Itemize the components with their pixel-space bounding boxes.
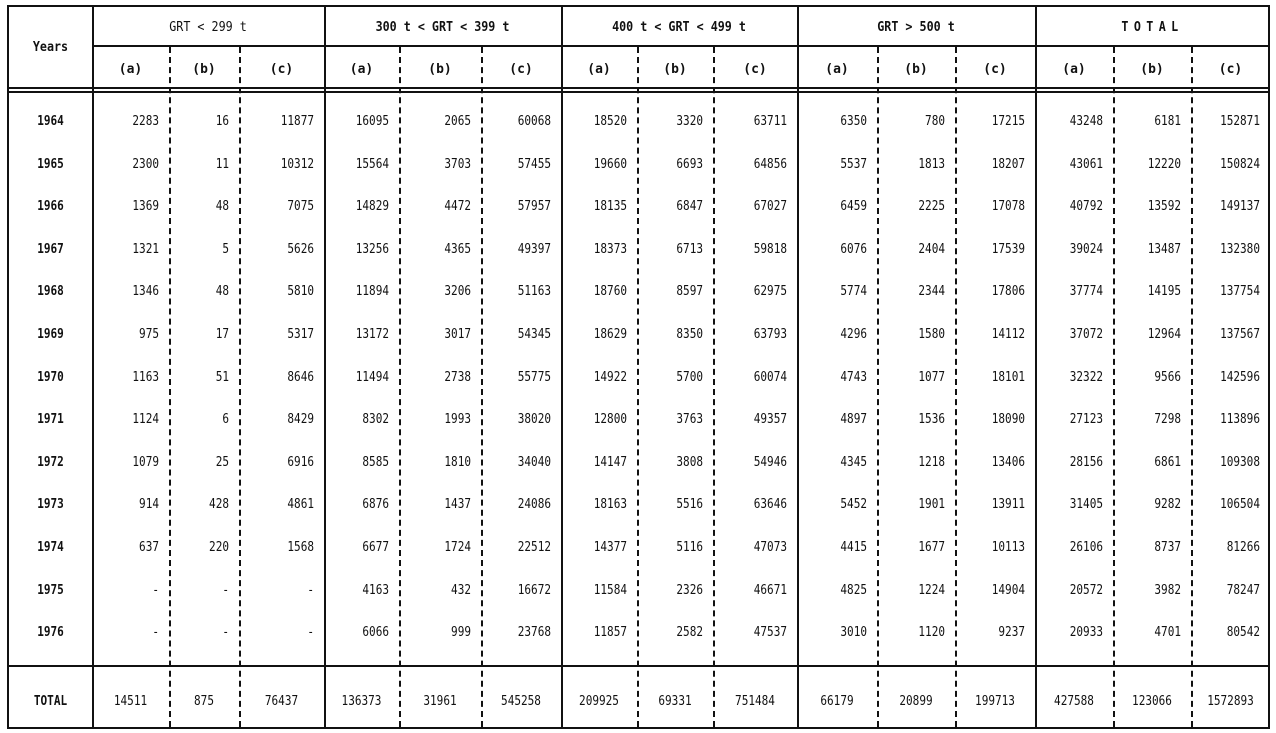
table-cell: 15564 xyxy=(355,157,389,172)
subcol-divider xyxy=(1113,47,1115,727)
table-cell: 914 xyxy=(139,497,159,512)
col-divider xyxy=(324,7,326,727)
subcol-header: (b) xyxy=(663,62,687,77)
table-cell: 37774 xyxy=(1069,284,1103,299)
table-cell: 2283 xyxy=(132,114,159,129)
table-cell: 6 xyxy=(222,412,229,427)
table-cell: 48 xyxy=(215,284,229,299)
subcol-header: (a) xyxy=(825,62,849,77)
table-cell: 49357 xyxy=(753,412,787,427)
table-cell: 17539 xyxy=(991,242,1025,257)
table-cell: 432 xyxy=(451,583,471,598)
table-cell: 1901 xyxy=(918,497,945,512)
total-cell: 66179 xyxy=(820,694,854,709)
table-cell: 28156 xyxy=(1069,455,1103,470)
table-cell: 999 xyxy=(451,625,471,640)
total-cell: 123066 xyxy=(1132,694,1172,709)
total-cell: 14511 xyxy=(113,694,148,709)
table-cell: 37072 xyxy=(1069,327,1103,342)
table-cell: 14195 xyxy=(1147,284,1181,299)
table-cell: 7298 xyxy=(1154,412,1181,427)
subcol-header: (b) xyxy=(1140,62,1164,77)
table-cell: 13172 xyxy=(355,327,389,342)
table-cell: 11494 xyxy=(355,370,389,385)
year-label: 1976 xyxy=(37,625,64,640)
total-cell: 1572893 xyxy=(1207,694,1254,709)
total-cell: 136373 xyxy=(341,694,382,709)
table-cell: 9566 xyxy=(1154,370,1181,385)
table-cell: 3010 xyxy=(840,625,867,640)
subcol-header: (c) xyxy=(743,62,767,77)
table-cell: 25 xyxy=(215,455,229,470)
table-cell: 3763 xyxy=(676,412,703,427)
table-cell: 4701 xyxy=(1154,625,1181,640)
table-cell: 1224 xyxy=(918,583,945,598)
table-cell: 152871 xyxy=(1220,114,1260,129)
table-cell: 13592 xyxy=(1147,199,1181,214)
table-cell: 81266 xyxy=(1226,540,1260,555)
subcol-header: (c) xyxy=(269,62,294,77)
table-cell: 46671 xyxy=(753,583,787,598)
subcol-header: (a) xyxy=(587,62,611,77)
table-cell: 16672 xyxy=(517,583,551,598)
total-cell: 545258 xyxy=(501,694,541,709)
table-cell: 43248 xyxy=(1069,114,1103,129)
table-cell: 5 xyxy=(222,242,229,257)
table-cell: - xyxy=(152,583,159,598)
subcol-header: (c) xyxy=(509,62,533,77)
year-label: 1966 xyxy=(37,199,64,214)
table-cell: 17 xyxy=(215,327,229,342)
table-cell: 113896 xyxy=(1220,412,1260,427)
total-cell: 199713 xyxy=(975,694,1015,709)
total-cell: 427588 xyxy=(1054,694,1094,709)
group-header-300-399: 300 t < GRT < 399 t xyxy=(375,20,510,35)
table-cell: 39024 xyxy=(1069,242,1103,257)
table-cell: 1677 xyxy=(918,540,945,555)
table-cell: 8429 xyxy=(287,412,314,427)
table-cell: 3017 xyxy=(444,327,471,342)
table-cell: 47073 xyxy=(753,540,787,555)
table-cell: 2225 xyxy=(918,199,945,214)
table-cell: 60068 xyxy=(517,114,551,129)
table-cell: 5452 xyxy=(840,497,867,512)
table-cell: 13911 xyxy=(991,497,1025,512)
table-cell: 13406 xyxy=(991,455,1025,470)
table-cell: 149137 xyxy=(1220,199,1260,214)
table-cell: 3320 xyxy=(676,114,703,129)
subcol-header: (c) xyxy=(983,62,1007,77)
table-cell: 80542 xyxy=(1226,625,1260,640)
table-cell: 1077 xyxy=(918,370,945,385)
table-cell: 6916 xyxy=(287,455,314,470)
table-cell: 1437 xyxy=(444,497,471,512)
table-cell: 14147 xyxy=(593,455,627,470)
table-cell: 1993 xyxy=(444,412,471,427)
table-cell: 8597 xyxy=(676,284,703,299)
table-cell: 14829 xyxy=(355,199,389,214)
table-cell: 6847 xyxy=(676,199,703,214)
subcol-header: (c) xyxy=(1218,62,1243,77)
table-cell: 78247 xyxy=(1226,583,1260,598)
year-label: 1974 xyxy=(37,540,64,555)
table-cell: 2065 xyxy=(444,114,471,129)
table-cell: 5700 xyxy=(676,370,703,385)
subcol-header: (a) xyxy=(349,62,374,77)
table-cell: 8585 xyxy=(362,455,389,470)
table-cell: 3206 xyxy=(444,284,471,299)
table-cell: 12964 xyxy=(1147,327,1181,342)
table-cell: 1120 xyxy=(918,625,945,640)
table-cell: 3703 xyxy=(444,157,471,172)
table-cell: 19660 xyxy=(593,157,627,172)
total-cell: 209925 xyxy=(579,694,619,709)
total-cell: 76437 xyxy=(264,694,299,709)
table-cell: 24086 xyxy=(517,497,551,512)
table-cell: - xyxy=(222,583,229,598)
table-cell: 5516 xyxy=(676,497,703,512)
table-cell: - xyxy=(222,625,229,640)
table-cell: 5810 xyxy=(287,284,314,299)
group-header-total: TOTAL xyxy=(1121,20,1184,35)
table-cell: 4825 xyxy=(840,583,867,598)
table-cell: 14377 xyxy=(593,540,627,555)
table-cell: 54946 xyxy=(753,455,787,470)
table-cell: 55775 xyxy=(517,370,551,385)
table-cell: 1580 xyxy=(918,327,945,342)
table-cell: 32322 xyxy=(1069,370,1103,385)
table-cell: 9237 xyxy=(998,625,1025,640)
table-cell: 1346 xyxy=(132,284,159,299)
total-cell: 69331 xyxy=(658,694,692,709)
year-label: 1973 xyxy=(37,497,64,512)
table-cell: 142596 xyxy=(1220,370,1260,385)
table-cell: 51 xyxy=(215,370,229,385)
table-cell: 4365 xyxy=(444,242,471,257)
table-cell: 4296 xyxy=(840,327,867,342)
table-cell: 40792 xyxy=(1069,199,1103,214)
table-cell: 1321 xyxy=(132,242,159,257)
year-label: 1971 xyxy=(37,412,64,427)
table-cell: 6713 xyxy=(676,242,703,257)
table-cell: 975 xyxy=(139,327,159,342)
table-cell: 4897 xyxy=(840,412,867,427)
table-cell: 780 xyxy=(925,114,945,129)
table-cell: 1124 xyxy=(132,412,159,427)
table-cell: 10113 xyxy=(991,540,1025,555)
table-cell: 18760 xyxy=(593,284,627,299)
table-cell: 4743 xyxy=(840,370,867,385)
subcol-divider xyxy=(877,47,879,727)
table-cell: - xyxy=(307,625,314,640)
year-label: 1965 xyxy=(37,157,64,172)
table-cell: - xyxy=(152,625,159,640)
table-cell: 150824 xyxy=(1220,157,1260,172)
total-cell: 875 xyxy=(194,694,214,709)
table-cell: 428 xyxy=(209,497,229,512)
table-cell: 17078 xyxy=(991,199,1025,214)
table-cell: 6066 xyxy=(362,625,389,640)
table-cell: 4472 xyxy=(444,199,471,214)
table-cell: 2582 xyxy=(676,625,703,640)
table-cell: 106504 xyxy=(1220,497,1260,512)
group-header-gt500: GRT > 500 t xyxy=(877,20,955,35)
subcol-divider xyxy=(481,47,483,727)
table-cell: 1079 xyxy=(132,455,159,470)
table-cell: 1568 xyxy=(287,540,314,555)
table-cell: 63793 xyxy=(753,327,787,342)
table-cell: 7075 xyxy=(287,199,314,214)
table-cell: 57455 xyxy=(517,157,551,172)
table-cell: 16 xyxy=(215,114,229,129)
table-cell: 5626 xyxy=(287,242,314,257)
table-cell: 14904 xyxy=(991,583,1025,598)
table-cell: 1810 xyxy=(444,455,471,470)
table-cell: 23768 xyxy=(517,625,551,640)
table-cell: 18629 xyxy=(593,327,627,342)
table-cell: 6181 xyxy=(1154,114,1181,129)
table-cell: 34040 xyxy=(517,455,551,470)
subcol-divider xyxy=(637,47,639,727)
table-cell: 1218 xyxy=(918,455,945,470)
subcol-divider xyxy=(713,47,715,727)
table-cell: 8646 xyxy=(287,370,314,385)
table-cell: 4345 xyxy=(840,455,867,470)
subcol-divider xyxy=(399,47,401,727)
table-cell: 13256 xyxy=(355,242,389,257)
table-cell: 31405 xyxy=(1069,497,1103,512)
year-label: 1970 xyxy=(37,370,64,385)
table-cell: 63711 xyxy=(753,114,787,129)
table-cell: 6350 xyxy=(840,114,867,129)
header-rule xyxy=(9,87,1268,89)
table-cell: 4861 xyxy=(287,497,314,512)
table-cell: 67027 xyxy=(753,199,787,214)
table-cell: 60074 xyxy=(753,370,787,385)
year-label: 1968 xyxy=(37,284,64,299)
group-rule xyxy=(92,45,1268,47)
col-divider xyxy=(92,7,94,727)
col-divider xyxy=(561,7,563,727)
table-cell: 6076 xyxy=(840,242,867,257)
table-cell: 6876 xyxy=(362,497,389,512)
table-cell: 11857 xyxy=(593,625,627,640)
table-cell: 4163 xyxy=(362,583,389,598)
table-cell: 51163 xyxy=(517,284,551,299)
table-cell: 20933 xyxy=(1069,625,1103,640)
year-label: 1967 xyxy=(37,242,64,257)
table-cell: 18101 xyxy=(991,370,1025,385)
table-cell: 6459 xyxy=(840,199,867,214)
table-cell: 5116 xyxy=(676,540,703,555)
table-cell: 2404 xyxy=(918,242,945,257)
table-cell: 637 xyxy=(139,540,159,555)
table-cell: 57957 xyxy=(517,199,551,214)
subcol-header: (b) xyxy=(192,62,216,77)
table-cell: 11894 xyxy=(355,284,389,299)
table-cell: 54345 xyxy=(517,327,551,342)
table-cell: 49397 xyxy=(517,242,551,257)
table-cell: 137567 xyxy=(1220,327,1260,342)
total-cell: 751484 xyxy=(735,694,775,709)
years-header: Years xyxy=(32,40,69,55)
table-cell: 17806 xyxy=(991,284,1025,299)
table-cell: - xyxy=(307,583,314,598)
subcol-divider xyxy=(169,47,171,727)
table-cell: 3808 xyxy=(676,455,703,470)
col-divider xyxy=(1035,7,1037,727)
table-cell: 8302 xyxy=(362,412,389,427)
table-cell: 8350 xyxy=(676,327,703,342)
table-cell: 38020 xyxy=(517,412,551,427)
data-table xyxy=(7,5,1270,729)
table-cell: 47537 xyxy=(753,625,787,640)
table-cell: 3982 xyxy=(1154,583,1181,598)
table-cell: 132380 xyxy=(1220,242,1260,257)
subcol-header: (b) xyxy=(428,62,452,77)
table-cell: 2326 xyxy=(676,583,703,598)
table-cell: 18163 xyxy=(593,497,627,512)
table-cell: 63646 xyxy=(753,497,787,512)
total-cell: 20899 xyxy=(899,694,933,709)
table-cell: 109308 xyxy=(1220,455,1260,470)
year-label: 1964 xyxy=(37,114,64,129)
table-cell: 11584 xyxy=(593,583,627,598)
year-label: 1975 xyxy=(37,583,64,598)
table-cell: 6677 xyxy=(362,540,389,555)
table-cell: 137754 xyxy=(1220,284,1260,299)
table-cell: 5537 xyxy=(840,157,867,172)
table-cell: 220 xyxy=(209,540,229,555)
table-cell: 10312 xyxy=(280,157,314,172)
subcol-divider xyxy=(955,47,957,727)
total-cell: 31961 xyxy=(423,694,457,709)
table-cell: 26106 xyxy=(1069,540,1103,555)
table-cell: 1813 xyxy=(918,157,945,172)
table-cell: 6861 xyxy=(1154,455,1181,470)
table-cell: 18520 xyxy=(593,114,627,129)
total-label: TOTAL xyxy=(33,694,68,709)
table-cell: 20572 xyxy=(1069,583,1103,598)
subcol-divider xyxy=(1191,47,1193,727)
table-cell: 22512 xyxy=(517,540,551,555)
header-rule xyxy=(9,91,1268,93)
table-cell: 18373 xyxy=(593,242,627,257)
subcol-header: (b) xyxy=(904,62,928,77)
subcol-header: (a) xyxy=(118,62,143,77)
table-cell: 1369 xyxy=(132,199,159,214)
table-cell: 12220 xyxy=(1147,157,1181,172)
table-cell: 2344 xyxy=(918,284,945,299)
table-cell: 1536 xyxy=(918,412,945,427)
group-header-lt299: GRT < 299 t xyxy=(169,20,247,35)
total-rule xyxy=(9,665,1268,667)
table-cell: 18207 xyxy=(991,157,1025,172)
table-cell: 64856 xyxy=(753,157,787,172)
table-cell: 13487 xyxy=(1147,242,1181,257)
table-cell: 18090 xyxy=(991,412,1025,427)
table-cell: 14922 xyxy=(593,370,627,385)
group-header-400-499: 400 t < GRT < 499 t xyxy=(612,20,746,35)
table-cell: 5774 xyxy=(840,284,867,299)
table-cell: 8737 xyxy=(1154,540,1181,555)
table-cell: 59818 xyxy=(753,242,787,257)
table-cell: 62975 xyxy=(753,284,787,299)
table-cell: 2738 xyxy=(444,370,471,385)
table-cell: 1163 xyxy=(132,370,159,385)
table-cell: 48 xyxy=(215,199,229,214)
table-cell: 14112 xyxy=(991,327,1025,342)
table-cell: 27123 xyxy=(1069,412,1103,427)
col-divider xyxy=(797,7,799,727)
table-cell: 1724 xyxy=(444,540,471,555)
table-cell: 16095 xyxy=(355,114,389,129)
table-cell: 12800 xyxy=(593,412,627,427)
subcol-header: (a) xyxy=(1062,62,1086,77)
subcol-divider xyxy=(239,47,241,727)
table-cell: 43061 xyxy=(1069,157,1103,172)
table-cell: 5317 xyxy=(287,327,314,342)
table-cell: 2300 xyxy=(132,157,159,172)
table-cell: 17215 xyxy=(991,114,1025,129)
table-cell: 11877 xyxy=(280,114,314,129)
table-cell: 4415 xyxy=(840,540,867,555)
table-cell: 11 xyxy=(215,157,229,172)
table-cell: 6693 xyxy=(676,157,703,172)
year-label: 1972 xyxy=(37,455,64,470)
year-label: 1969 xyxy=(37,327,64,342)
table-cell: 18135 xyxy=(593,199,627,214)
table-cell: 9282 xyxy=(1154,497,1181,512)
